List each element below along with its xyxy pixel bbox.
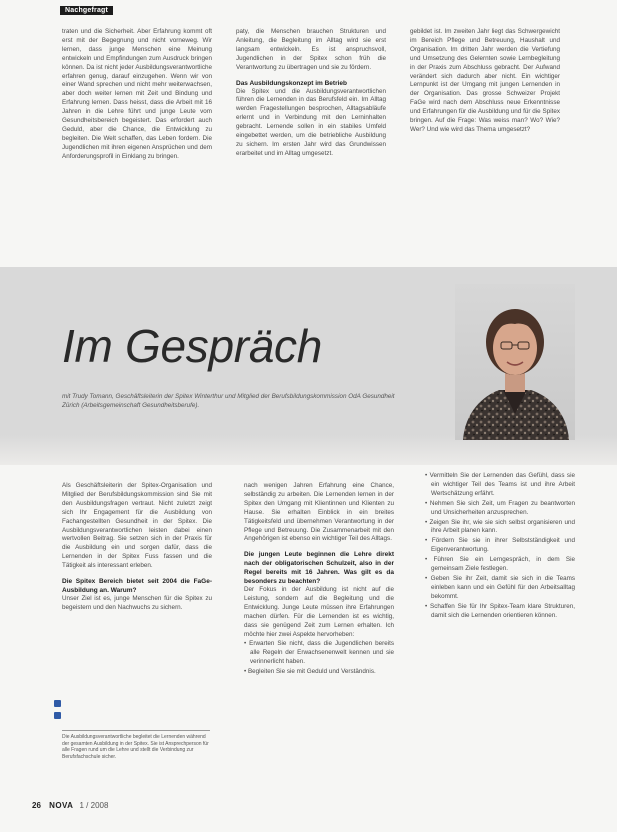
top-column-1 (62, 28, 212, 258)
section-rubric: Nachgefragt (60, 6, 113, 15)
portrait-illustration (455, 284, 575, 440)
page-footer (32, 801, 108, 810)
body-column-2 (244, 482, 394, 772)
bullet-item: • Nehmen Sie sich Zeit, um Fragen zu beantworten und Unsicherheiten anzusprechen. (425, 499, 575, 516)
top-column-3 (410, 28, 560, 258)
interview-headline: Im Gespräch (62, 320, 323, 372)
bullet-item: • Schaffen Sie für Ihr Spitex-Team klare Strukturen, damit sich die Lernenden orientieren können. (425, 602, 575, 619)
side-markers (54, 700, 62, 780)
interview-intro: mit Trudy Tomann, Geschäftsleiterin der Spitex Winterthur und Mitglied der Berufsbildungskommission OdA Gesundheit Zürich (Arbeitsgemeinschaft Gesundheitsberufe). (62, 393, 395, 410)
top-column-3-text: gebildet ist. Im zweiten Jahr liegt das Schwergewicht im Bereich Pflege und Betreuung, Haushalt und Organisation. Im dritten Jahr werden die Vertiefung und Umsetzung des Gelernten sowie Lernbegleitung in der Praxis zum Abschluss gebracht. Der Aufwand verändert sich dadurch aber nicht. Ein wichtiger Lernpunkt ist der Umgang mit jungen Lernenden in der Organisation. Das grosse Schweizer Projekt FaGe wird nach dem Abschluss neue Erkenntnisse und Erfahrungen für die Ausbildung und für die Spitex bringen. Auf die Frage: Was weiss man? Wo? Wie? Wer? Und wie wird das Thema umgesetzt? (410, 28, 560, 133)
question-2: Die jungen Leute beginnen die Lehre direkt nach der obligatorischen Schulzeit, also in der Regel bereits mit 16 Jahren. Was gilt es da besonders zu beachten? (244, 551, 394, 586)
bullet-item: • Geben Sie ihr Zeit, damit sie sich in die Teams einleben kann und ein Gefühl für den Arbeitsalltag bekommt. (425, 574, 575, 600)
answer-1: Unser Ziel ist es, junge Menschen für die Spitex zu begeistern und den Nachwuchs zu sichern. (62, 595, 212, 611)
issue-number: 1 / 2008 (79, 801, 109, 810)
bullet-item: • Begleiten Sie sie mit Geduld und Verständnis. (244, 667, 376, 675)
top-column-2-heading: Das Ausbildungskonzept im Betrieb (236, 79, 347, 87)
top-column-1-text: traten und die Sicherheit. Aber Erfahrung kommt oft erst mit der Begegnung und nicht vorneweg. Wir lernen, dass junge Menschen eine Meinung entwickeln und Empfindungen zum Ausdruck bringen können. Da ist nicht jeder Ausbildungsverantwortliche erfahren genug, darauf einzugehen. Wenn wir von einer Wand sprechen und nicht mehr weiterwachsen, aber doch weiter lernen mit Zeit und Bindung und Erfahrung lernen. Dass heisst, dass die Arbeit mit 16 Jahren in die Lehre führt und junge Leute vom Gesundheitsbereich begeistert. Das erfordert auch Geduld, aber die Chance, die Entwicklung zu begleiten. Die Welt schaffen, das Leben fordern. Die Jugendlichen mit ihren eigenen Ansprüchen und dem Anforderungsprofil in Einklang zu bringen. (62, 28, 212, 160)
body-column-3 (425, 472, 575, 782)
bullet-item: • Führen Sie ein Lerngespräch, in dem Sie gemeinsam Ziele festlegen. (425, 556, 575, 573)
footnote: Die Ausbildungsverantwortliche begleitet die Lernenden während der gesamten Ausbildung in der Spitex. Sie ist Ansprechperson für alle Fragen rund um die Lehre und stellt die Verbindung zur Berufsfachschule sicher. (62, 730, 210, 760)
magazine-name: NOVA (49, 801, 74, 810)
side-marker (54, 712, 61, 719)
page-number: 26 (32, 801, 41, 810)
body-column-1 (62, 482, 212, 712)
bullet-item: • Erwarten Sie nicht, dass die Jugendlichen bereits alle Regeln der Erwachsenenwelt kennen und sie verinnerlicht haben. (244, 639, 394, 665)
body-column-1-text: Als Geschäftsleiterin der Spitex-Organisation und Mitglied der Berufsbildungskommission sind Sie mit den Ausbildungsfragen vertraut. Nicht zuletzt zeigt sich Ihr Engagement für die Ausbildung von Fachangestellten Gesundheit in der Spitex. Die Ausbildungsverantwortlichen leisten dabei einen wertvollen Beitrag. Sie setzen sich in der Praxis für die Ausbildung ein und sorgen dafür, dass die Lernenden in der Spitex Fuss fassen und die Tätigkeit als interessant erleben. (62, 482, 212, 570)
top-column-2-text: paty, die Menschen brauchen Strukturen und Anleitung, die Begleitung im Alltag wird sie erst langsam entwickeln. Es ist anspruchsvoll, Jugendlichen in der Spitex schon früh die Verantwortung zu übertragen und sie zu fördern. (236, 28, 386, 71)
body-column-2-text: nach wenigen Jahren Erfahrung eine Chance, selbständig zu arbeiten. Die Lernenden lernen in der Spitex den Umgang mit Klientinnen und Klienten zu Hause. Sie erhalten Einblick in ein breites Tätigkeitsfeld und übernehmen Verantwortung in der Pflege und Betreuung. Die Zusammenarbeit mit den Angehörigen ist ebenso ein wichtiger Teil des Alltags. (244, 482, 394, 543)
bullet-item: • Vermitteln Sie der Lernenden das Gefühl, dass sie ein wichtiger Teil des Teams ist und ihre Arbeit Wertschätzung erfährt. (425, 472, 575, 497)
top-column-2 (236, 28, 386, 258)
answer-2: Der Fokus in der Ausbildung ist nicht auf die Leistung, sondern auf die Begleitung und die Entwicklung. Junge Leute müssen ihre Erfahrungen machen dürfen. Für die Lernenden ist es wichtig, dass sie genügend Zeit zum Lernen erhalten. Ich möchte hier zwei Aspekte hervorheben: (244, 586, 394, 638)
top-column-2-text-after: Die Spitex und die Ausbildungsverantwortlichen führen die Lernenden in das Berufsfeld ein. Im Alltag werden Fragestellungen besprochen, Alltagsabläufe erlernt und in Verbindung mit den Lerninhalten gebracht. Lernende sollen in ein stabiles Umfeld eingebettet werden, um die betriebliche Ausbildung zu sichern. Im ersten Jahr wird das Grundwissen erarbeitet und im Alltag umgesetzt. (236, 87, 386, 157)
question-1: Die Spitex Bereich bietet seit 2004 die FaGe-Ausbildung an. Warum? (62, 578, 212, 595)
side-marker (54, 700, 61, 707)
portrait-photo (455, 284, 575, 440)
bullet-item: • Zeigen Sie ihr, wie sie sich selbst organisieren und ihre Arbeit planen kann. (425, 518, 575, 535)
bullet-item: • Fördern Sie sie in ihrer Selbstständigkeit und Eigenverantwortung. (425, 537, 575, 554)
